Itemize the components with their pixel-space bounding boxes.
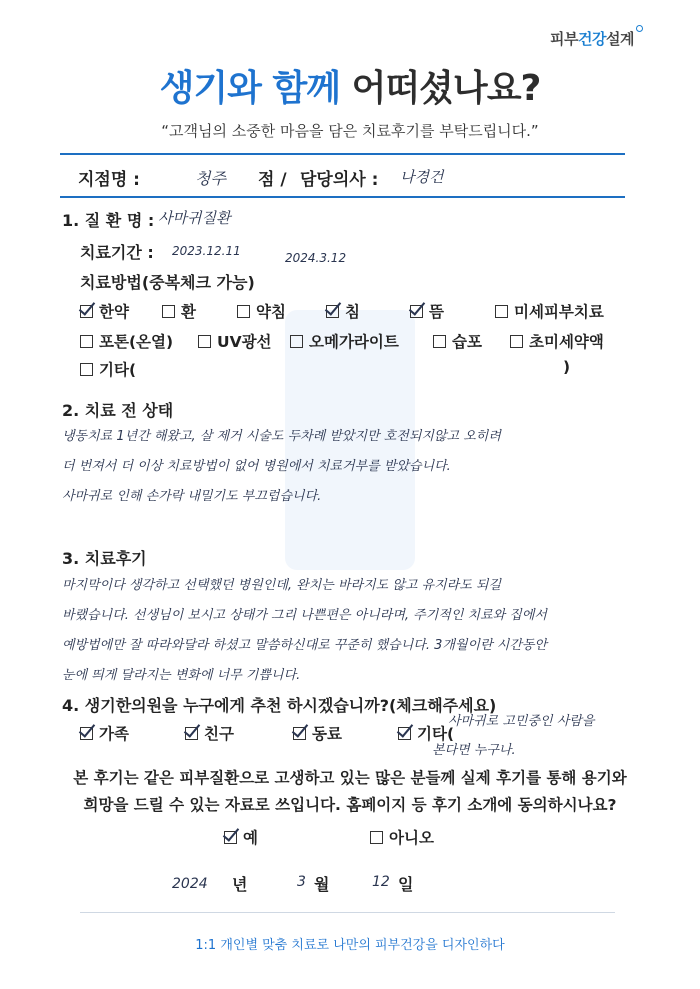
method-label: 초미세약액 bbox=[529, 333, 604, 351]
brand-suffix: 설계 bbox=[606, 30, 634, 48]
section2-line: 더 번져서 더 이상 치료방법이 없어 병원에서 치료거부를 받았습니다. bbox=[62, 459, 451, 474]
recommend-other-note-1: 사마귀로 고민중인 사람을 bbox=[448, 714, 595, 729]
checkbox-friend[interactable] bbox=[185, 727, 198, 740]
divider-branch bbox=[60, 196, 625, 198]
period-label: 치료기간 : bbox=[80, 243, 154, 262]
method-label: 약침 bbox=[256, 303, 286, 321]
section2-writing bbox=[62, 422, 652, 512]
date-month: 3 bbox=[297, 874, 306, 890]
method-micro-skin[interactable] bbox=[495, 300, 604, 322]
divider-bottom bbox=[80, 912, 615, 913]
method-label: 침 bbox=[345, 303, 360, 321]
section3-heading: 3. 치료후기 bbox=[62, 549, 147, 568]
section3-line: 마지막이다 생각하고 선택했던 병원인데, 완치는 바라지도 않고 유지라도 되길 bbox=[62, 578, 502, 593]
consent-no[interactable] bbox=[370, 826, 434, 848]
method-hwan[interactable] bbox=[162, 300, 196, 322]
section3-line: 바랬습니다. 선생님이 보시고 상태가 그리 나쁜편은 아니라며, 주기적인 치료와 집에서 bbox=[62, 608, 547, 623]
recommend-label: 동료 bbox=[312, 725, 342, 743]
checkbox-omega-light[interactable] bbox=[290, 335, 303, 348]
brand-circle-icon bbox=[636, 25, 643, 32]
recommend-label: 가족 bbox=[99, 725, 129, 743]
date-year: 2024 bbox=[172, 876, 208, 892]
method-label: UV광선 bbox=[217, 333, 272, 351]
checkbox-colleague[interactable] bbox=[293, 727, 306, 740]
checkbox-yakchim[interactable] bbox=[237, 305, 250, 318]
method-label: 미세피부치료 bbox=[514, 303, 604, 321]
consent-no-label: 아니오 bbox=[389, 829, 434, 847]
date-day: 12 bbox=[372, 874, 390, 890]
checkbox-ultrafine[interactable] bbox=[510, 335, 523, 348]
checkbox-hwan[interactable] bbox=[162, 305, 175, 318]
method-photon[interactable] bbox=[80, 330, 173, 352]
method-label: 기타( bbox=[99, 361, 137, 379]
method-other-close: ) bbox=[563, 358, 571, 376]
method-label: 뜸 bbox=[429, 303, 444, 321]
method-label: 오메가라이트 bbox=[309, 333, 399, 351]
checkbox-chim[interactable] bbox=[326, 305, 339, 318]
section2-line: 사마귀로 인해 손가락 내밀기도 부끄럽습니다. bbox=[62, 489, 322, 504]
method-tteum[interactable] bbox=[410, 300, 444, 322]
method-uv[interactable] bbox=[198, 330, 272, 352]
period-start: 2023.12.11 bbox=[172, 244, 241, 258]
brand-logo bbox=[550, 28, 634, 49]
recommend-friend[interactable] bbox=[185, 722, 234, 744]
checkbox-tteum[interactable] bbox=[410, 305, 423, 318]
recommend-label: 친구 bbox=[204, 725, 234, 743]
section1-heading: 1. 질 환 명 : bbox=[62, 211, 155, 230]
divider-top bbox=[60, 153, 625, 155]
method-ultrafine[interactable] bbox=[510, 330, 604, 352]
method-label: 습포 bbox=[452, 333, 482, 351]
method-label: 포톤(온열) bbox=[99, 333, 174, 351]
method-chim[interactable] bbox=[326, 300, 360, 322]
method-hanyak[interactable] bbox=[80, 300, 129, 322]
brand-prefix: 피부 bbox=[550, 30, 579, 48]
date-year-label: 년 bbox=[232, 875, 248, 894]
checkbox-micro-skin[interactable] bbox=[495, 305, 508, 318]
branch-label: 지점명 : bbox=[78, 170, 140, 190]
checkbox-consent-no[interactable] bbox=[370, 831, 383, 844]
checkbox-seuppo[interactable] bbox=[433, 335, 446, 348]
checkbox-other[interactable] bbox=[80, 363, 93, 376]
date-month-label: 월 bbox=[314, 875, 330, 894]
checkbox-family[interactable] bbox=[80, 727, 93, 740]
doctor-label: 담당의사 : bbox=[300, 170, 379, 190]
date-day-label: 일 bbox=[398, 875, 414, 894]
checkbox-photon[interactable] bbox=[80, 335, 93, 348]
recommend-label: 기타( bbox=[417, 725, 455, 743]
period-end: 2024.3.12 bbox=[285, 251, 347, 265]
recommend-other-note-2: 본다면 누구나. bbox=[432, 743, 516, 758]
page-title bbox=[0, 60, 700, 111]
checkbox-recommend-other[interactable] bbox=[398, 727, 411, 740]
method-omega-light[interactable] bbox=[290, 330, 399, 352]
page-subtitle: “고객님의 소중한 마음을 담은 치료후기를 부탁드립니다.” bbox=[161, 122, 539, 140]
branch-value: 청주 bbox=[195, 169, 226, 188]
title-blue: 생기와 함께 bbox=[159, 68, 341, 109]
consent-line-2: 희망을 드릴 수 있는 자료로 쓰입니다. 홈페이지 등 후기 소개에 동의하시나요? bbox=[83, 796, 617, 814]
method-label: 환 bbox=[181, 303, 196, 321]
title-gray: 어떠셨나요? bbox=[351, 68, 541, 109]
methods-label: 치료방법(중복체크 가능) bbox=[80, 273, 255, 292]
consent-line-1: 본 후기는 같은 피부질환으로 고생하고 있는 많은 분들께 실제 후기를 통해 용기와 bbox=[73, 769, 627, 787]
section3-writing bbox=[62, 571, 652, 691]
disease-value: 사마귀질환 bbox=[158, 209, 231, 227]
brand-highlight: 건강 bbox=[578, 30, 607, 48]
checkbox-uv[interactable] bbox=[198, 335, 211, 348]
section2-line: 냉동치료 1년간 해왔고, 살 제거 시술도 두차례 받았지만 호전되지않고 오히려 bbox=[62, 429, 501, 444]
consent-yes-label: 예 bbox=[243, 829, 258, 847]
footer-tagline: 1:1 개인별 맞춤 치료로 나만의 피부건강을 디자인하다 bbox=[195, 938, 505, 953]
recommend-colleague[interactable] bbox=[293, 722, 342, 744]
checkbox-hanyak[interactable] bbox=[80, 305, 93, 318]
section4-heading: 4. 생기한의원을 누구에게 추천 하시겠습니까?(체크해주세요) bbox=[62, 696, 497, 715]
branch-suffix: 점 / bbox=[258, 170, 287, 190]
section3-line: 예방법에만 잘 따라와달라 하셨고 말씀하신대로 꾸준히 했습니다. 3개월이란 시간동안 bbox=[62, 638, 547, 653]
doctor-value: 나경건 bbox=[400, 168, 444, 186]
section3-line: 눈에 띄게 달라지는 변화에 너무 기쁩니다. bbox=[62, 668, 301, 683]
method-label: 한약 bbox=[99, 303, 129, 321]
method-yakchim[interactable] bbox=[237, 300, 286, 322]
checkbox-consent-yes[interactable] bbox=[224, 831, 237, 844]
method-other[interactable] bbox=[80, 358, 136, 380]
method-seuppo[interactable] bbox=[433, 330, 482, 352]
consent-yes[interactable] bbox=[224, 826, 258, 848]
recommend-family[interactable] bbox=[80, 722, 129, 744]
section2-heading: 2. 치료 전 상태 bbox=[62, 401, 174, 420]
